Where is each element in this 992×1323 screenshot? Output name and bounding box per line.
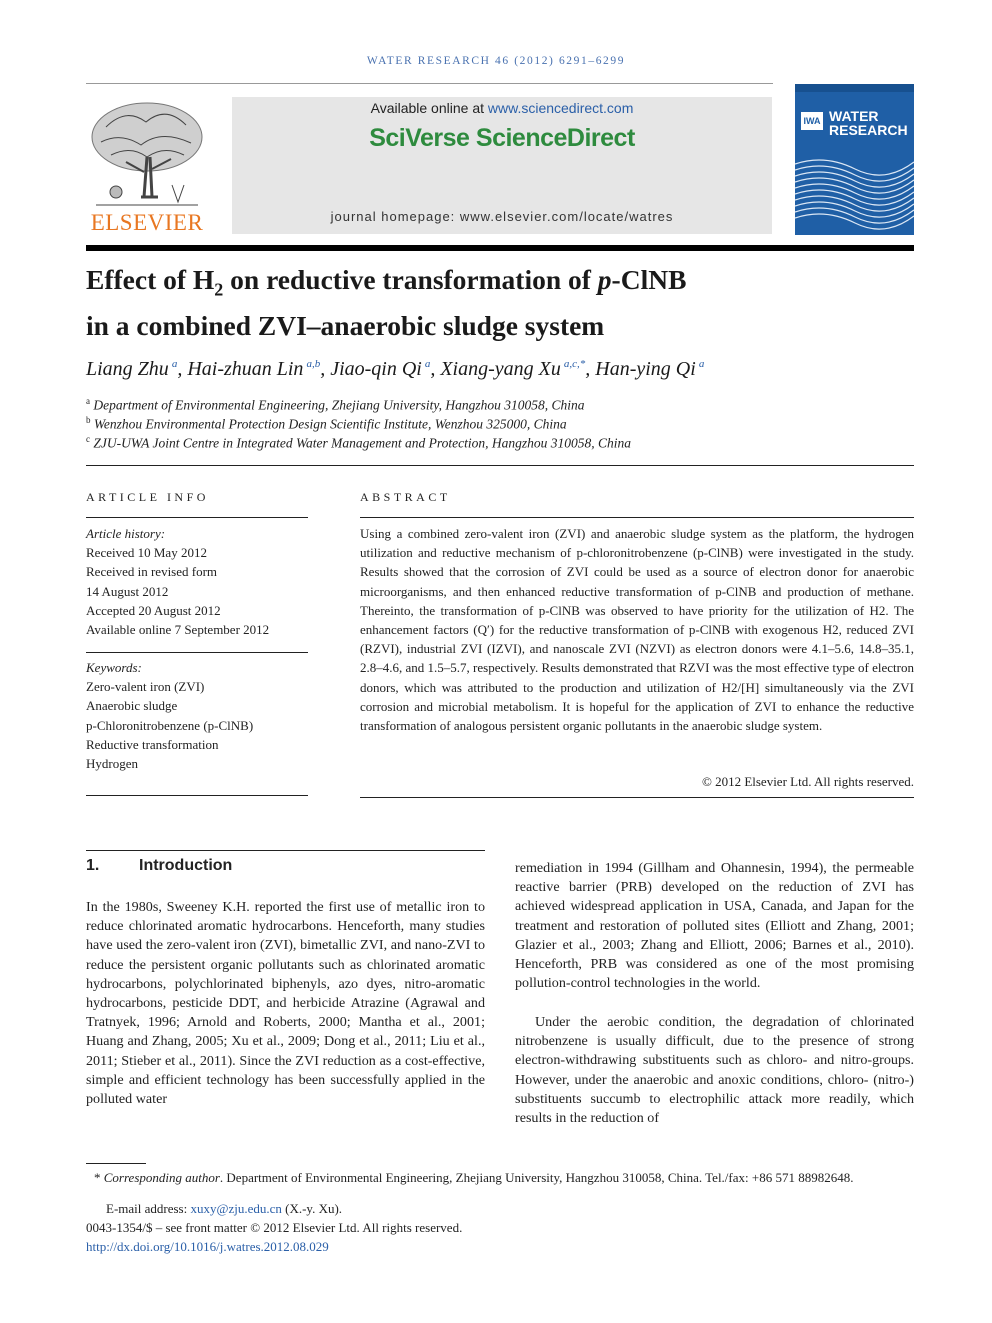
- author-list: [86, 358, 914, 381]
- elsevier-wordmark: ELSEVIER: [90, 210, 204, 235]
- cover-title-2: RESEARCH: [829, 122, 908, 138]
- keyword-item: Hydrogen: [86, 756, 138, 772]
- abstract-text: Using a combined zero-valent iron (ZVI) and anaerobic sludge system as the platform, the hydrogen utilization and reductive mechanism of p-chloronitrobenzene (p-ClNB) were investigated in the study. Results showed that the corrosion of ZVI could be used as a source of electron donor for anaerobic microorganisms, and then enhanced reductive transformation of p-ClNB and production of methane. Thereinto, the transformation of p-ClNB was observed to have priority for the utilization of H2. The enhancement factors (Q′) for the reductive transformation of p-ClNB with exogenous H2, reduced ZVI (RZVI), industrial ZVI (IZVI), and nanoscale ZVI (NZVI) as electron donors were 4.1–5.6, 14.8–35.1, 2.8–4.6, and 1.5–5.7, respectively. Results demonstrated that RZVI was the most effective type of electron donors, which was attributed to the production and utilization of H2/[H] simultaneously via the ZVI corrosion and microbial metabolism. It is hopeful for the application of ZVI to enhance the reductive transformation of analogous persistent organic pollutants in the anaerobic sludge system.: [360, 526, 914, 734]
- affiliation-a: $^a$ Department of Environmental Engineering, Zhejiang University, Hangzhou 310058, China: [86, 396, 585, 413]
- affiliation-c: $^c$ ZJU-UWA Joint Centre in Integrated Water Management and Protection, Hangzhou 310058, China: [86, 434, 631, 451]
- cover-title-1: WATER: [829, 108, 879, 124]
- keywords-divider: [86, 652, 308, 653]
- intro-right-column: [515, 859, 914, 1128]
- history-item: Available online 7 September 2012: [86, 622, 270, 638]
- iwa-badge: IWA: [801, 112, 823, 130]
- intro-paragraph-3: Under the aerobic condition, the degradation of chlorinated nitrobenzene is usually difficult, due to the presence of strong electron-withdrawing substituents such as chloro- and nitro-groups. However, under the anaerobic and anoxic conditions, chloro- (nitro-) substituents succumb to electrophilic attack more readily, which results in the reduction of: [515, 1014, 914, 1127]
- history-item: 14 August 2012: [86, 583, 169, 599]
- intro-paragraph-2: remediation in 1994 (Gillham and Ohannesin, 1994), the permeable reactive barrier (PRB) developed on the reduction of ZVI has achieved widespread application in USA, Canada, and Japan for the treatment and restoration of polluted sites (Elliott and Zhang, 2001; Glazier et al., 2003; Zhang and Elliott, 2006; Barnes et al., 2010). Henceforth, PRB was considered as one of the most promising pollution-control technologies in the world.: [515, 860, 914, 992]
- article-info-divider: [86, 517, 308, 518]
- author-affiliation-mark[interactable]: a: [171, 358, 178, 371]
- keywords-label: Keywords:: [86, 660, 142, 675]
- author-affiliation-mark[interactable]: a,c,*: [563, 358, 586, 371]
- author-affiliation-mark[interactable]: a: [424, 358, 431, 371]
- affiliation-divider: [86, 465, 914, 466]
- journal-cover-image[interactable]: [795, 84, 914, 235]
- sciencedirect-link[interactable]: www.sciencedirect.com: [487, 100, 634, 116]
- keyword-item: Reductive transformation: [86, 736, 219, 752]
- keywords-block: [86, 658, 308, 773]
- intro-heading: [86, 857, 232, 875]
- affiliation-b: $^b$ Wenzhou Environmental Protection Design Scientific Institute, Wenzhou 325000, China: [86, 415, 567, 432]
- journal-homepage[interactable]: journal homepage: www.elsevier.com/locate/watres: [330, 209, 674, 224]
- history-item: Received 10 May 2012: [86, 545, 207, 561]
- footnote-rule: [86, 1163, 146, 1164]
- article-title: Effect of $H_2$ on reductive transformation of p-ClNB in a combined ZVI–anaerobic sludge system: [86, 264, 687, 341]
- abstract-bottom-rule: [360, 797, 914, 798]
- section-title: Introduction: [139, 857, 233, 874]
- author-name[interactable]: Jiao-qin Qi: [330, 358, 422, 380]
- cover-wave-graphic: [795, 84, 914, 235]
- intro-paragraph-1: In the 1980s, Sweeney K.H. reported the first use of metallic iron to reduce chlorinated aromatic hydrocarbons. Henceforth, many studies have used the zero-valent iron (ZVI), bimetallic ZVI, and nano-ZVI to reduce the persistent organic pollutants such as chlorinated aromatic hydrocarbons, polychlorinated biphenyls, azo dyes, nitro-aromatic hydrocarbons, pesticide DDT, and herbicide Atrazine (Agrawal and Tratnyek, 1996; Arnold and Roberts, 2000; Mantha et al., 2001; Huang and Zhang, 2005; Xu et al., 2009; Dong et al., 2011; Liu et al., 2011; Stieber et al., 2011). Since the ZVI reduction as a cost-effective, simple and efficient technology has been successfully applied in the polluted water: [86, 899, 485, 1108]
- article-info-bottom-rule: [86, 795, 308, 796]
- keyword-item: Anaerobic sludge: [86, 698, 178, 714]
- intro-top-rule: [86, 850, 485, 851]
- corresponding-author-note: * Corresponding author. Department of Environmental Engineering, Zhejiang University, Hangzhou 310058, China. Tel./fax: +86 571 88982648.: [94, 1170, 854, 1185]
- article-info-heading: ARTICLE INFO: [86, 490, 209, 504]
- issn-line: 0043-1354/$ – see front matter © 2012 Elsevier Ltd. All rights reserved.: [86, 1220, 463, 1235]
- author-affiliation-mark[interactable]: a: [698, 358, 705, 371]
- history-label: Article history:: [86, 526, 166, 541]
- email-note: E-mail address: xuxy@zju.edu.cn (X.-y. Xu).: [106, 1201, 343, 1216]
- intro-left-column: [86, 898, 485, 1128]
- history-item: Accepted 20 August 2012: [86, 602, 221, 618]
- section-number: 1.: [86, 857, 100, 874]
- available-online-line: [232, 100, 772, 116]
- elsevier-tree-icon: [86, 97, 208, 217]
- sciverse-brand[interactable]: SciVerse ScienceDirect: [369, 124, 635, 152]
- author-name[interactable]: Han-ying Qi: [595, 358, 696, 380]
- article-history: [86, 524, 308, 639]
- abstract-copyright: © 2012 Elsevier Ltd. All rights reserved.: [701, 774, 914, 789]
- abstract-heading: ABSTRACT: [360, 490, 451, 504]
- doi-link[interactable]: http://dx.doi.org/10.1016/j.watres.2012.08.029: [86, 1239, 329, 1254]
- author-name[interactable]: Liang Zhu: [86, 358, 169, 380]
- title-divider: [86, 245, 914, 251]
- author-separator: ,: [320, 358, 331, 380]
- keyword-item: p-Chloronitrobenzene (p-ClNB): [86, 717, 254, 733]
- author-email-link[interactable]: xuxy@zju.edu.cn: [190, 1201, 282, 1216]
- keyword-item: Zero-valent iron (ZVI): [86, 679, 205, 695]
- author-name[interactable]: Xiang-yang Xu: [440, 358, 561, 380]
- history-item: Received in revised form: [86, 564, 218, 580]
- elsevier-logo[interactable]: [86, 97, 208, 237]
- journal-citation-line: WATER RESEARCH 46 (2012) 6291–6299: [366, 55, 626, 67]
- author-separator: ,: [585, 358, 596, 380]
- author-name[interactable]: Hai-zhuan Lin: [187, 358, 304, 380]
- doi-line: [86, 1237, 914, 1256]
- abstract-divider: [360, 517, 914, 518]
- header-divider: [86, 83, 773, 84]
- author-separator: ,: [177, 358, 188, 380]
- author-affiliation-mark[interactable]: a,b: [306, 358, 321, 371]
- author-separator: ,: [430, 358, 441, 380]
- available-prefix: Available online at: [370, 100, 488, 116]
